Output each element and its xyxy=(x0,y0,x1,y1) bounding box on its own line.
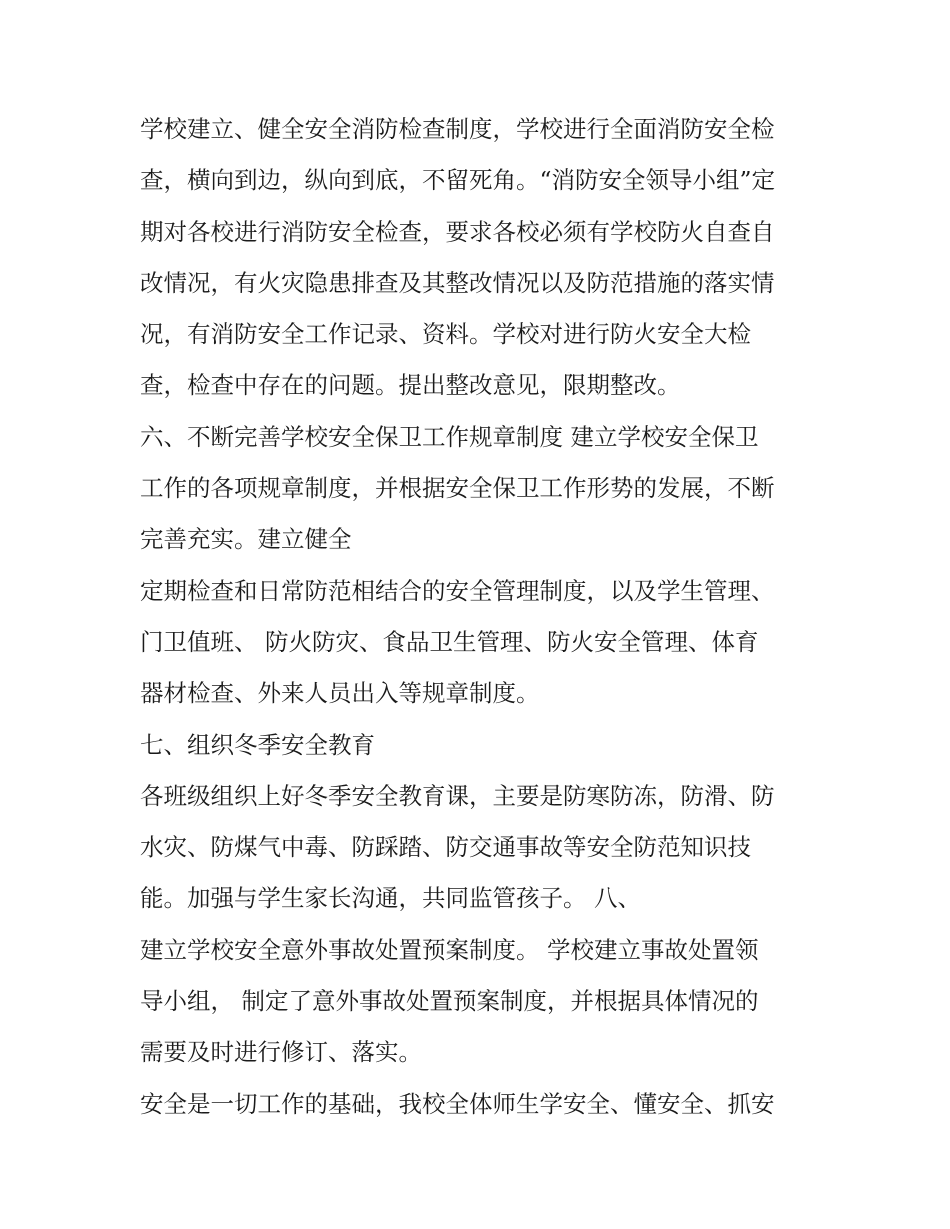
text-line: 门卫值班、 防火防灾、食品卫生管理、防火安全管理、体育 xyxy=(140,627,759,656)
text-line: 工作的各项规章制度，并根据安全保卫工作形势的发展，不断 xyxy=(140,474,775,503)
text-line: 查，横向到边，纵向到底，不留死角。“消防安全领导小组”定 xyxy=(140,166,776,195)
text-line: 水灾、防煤气中毒、防踩踏、防交通事故等安全防范知识技 xyxy=(140,833,751,862)
text-line: 况，有消防安全工作记录、资料。学校对进行防火安全大检 xyxy=(140,320,751,349)
text-line: 定期检查和日常防范相结合的安全管理制度，以及学生管理、 xyxy=(140,576,775,605)
text-line: 安全是一切工作的基础，我校全体师生学安全、懂安全、抓安 xyxy=(140,1089,775,1118)
section-heading-6: 六、不断完善学校安全保卫工作规章制度 建立学校安全保卫 xyxy=(140,422,759,451)
text-line: 改情况，有火灾隐患排查及其整改情况以及防范措施的落实情 xyxy=(140,268,775,297)
text-line: 器材检查、外来人员出入等规章制度。 xyxy=(140,679,540,708)
text-line: 需要及时进行修订、落实。 xyxy=(140,1038,422,1067)
text-line: 建立学校安全意外事故处置预案制度。 学校建立事故处置领 xyxy=(140,935,759,964)
text-line: 导小组， 制定了意外事故处置预案制度，并根据具体情况的 xyxy=(140,987,759,1016)
text-line: 各班级组织上好冬季安全教育课，主要是防寒防冻，防滑、防 xyxy=(140,781,775,810)
text-line: 查，检查中存在的问题。提出整改意见，限期整改。 xyxy=(140,371,681,400)
text-line: 学校建立、健全安全消防检查制度，学校进行全面消防安全检 xyxy=(140,115,775,143)
section-heading-7: 七、组织冬季安全教育 xyxy=(140,730,375,759)
text-line: 期对各校进行消防安全检查，要求各校必须有学校防火自查自 xyxy=(140,217,775,246)
text-line: 能。加强与学生家长沟通，共同监管孩子。 八、 xyxy=(140,884,641,913)
body-text xyxy=(140,104,820,1130)
text-line: 完善充实。建立健全 xyxy=(140,525,352,554)
